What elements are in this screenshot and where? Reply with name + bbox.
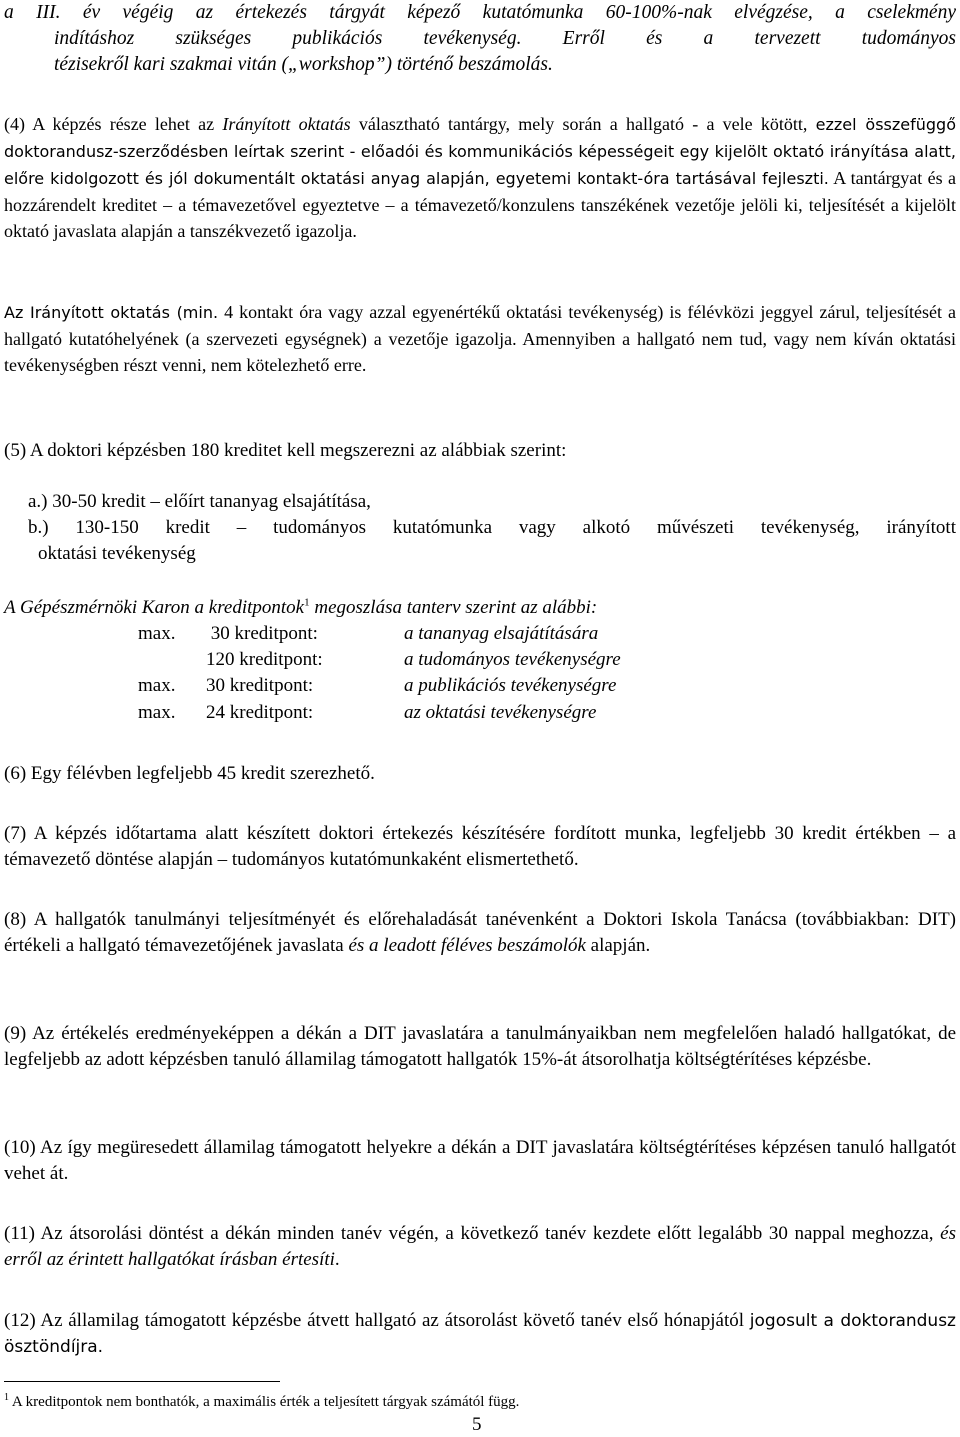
credit-max: max. <box>138 675 176 696</box>
p11-text: (11) Az átsorolási döntést a dékán minden tanév végén, a következő tanév kezdete előtt legalább 30 nappal meghozza, <box>4 1223 941 1244</box>
credit-max: max. <box>138 702 176 723</box>
footnote-separator <box>4 1381 280 1382</box>
p8-emphasis: és a leadott féléves beszámolók <box>348 935 586 956</box>
p4-text-mid: választható tantárgy, mely során a hallgató - a vele kötött, <box>350 114 816 134</box>
credit-row <box>138 621 598 647</box>
credit-max: max. <box>138 623 176 644</box>
credit-heading-text-end: megoszlása tanterv szerint az alábbi: <box>309 597 598 618</box>
p12-text: (12) Az államilag támogatott képzésbe átvett hallgató az átsorolást követő tanév első hónapjától <box>4 1310 750 1331</box>
p4b-text-sans: Az Irányított oktatás (min. <box>4 303 219 322</box>
paragraph-5: (5) A doktori képzésben 180 kreditet kell megszerezni az alábbiak szerint: <box>4 440 567 461</box>
paragraph-10: (10) Az így megüresedett államilag támogatott helyekre a dékán a DIT javaslatára költségtérítéses képzésen tanuló hallgatót vehet át. <box>4 1137 956 1184</box>
credit-row <box>138 647 621 673</box>
footnote-reference: 1 <box>304 596 310 609</box>
paragraph-4-continued <box>4 299 956 378</box>
paragraph-8 <box>4 907 956 959</box>
intro-line-1: a III. év végéig az értekezés tárgyát képező kutatómunka 60-100%-nak elvégzése, a cselekmény <box>4 2 956 23</box>
footnote <box>4 1392 519 1412</box>
paragraph-4 <box>4 111 956 244</box>
credit-description: az oktatási tevékenységre <box>404 702 597 723</box>
intro-line-2: indításhoz szükséges publikációs tevékenység. Erről és a tervezett tudományos <box>54 28 956 49</box>
credit-description: a tudományos tevékenységre <box>404 649 621 670</box>
p5b-line-2: oktatási tevékenység <box>38 543 196 564</box>
credit-value: 30 kreditpont: <box>206 675 314 696</box>
paragraph-6: (6) Egy félévben legfeljebb 45 kredit szerezhető. <box>4 763 375 784</box>
footnote-text: A kreditpontok nem bonthatók, a maximális érték a teljesített tárgyak számától függ. <box>9 1394 520 1410</box>
p4b-text: 4 kontakt óra vagy azzal egyenértékű oktatási tevékenység) is félévközi jeggyel zárul, teljesítését a hallgató kutatóhelyének (a szervezeti egységnek) a vezetője igazolja. Amennyiben a hallgató nem tud, vagy nem kíván oktatási tevékenységben részt venni, nem kötelezhető erre. <box>4 302 957 375</box>
paragraph-12 <box>4 1308 956 1360</box>
p4-emphasis: Irányított oktatás <box>222 114 351 134</box>
p8-text-end: alapján. <box>585 935 651 956</box>
p12-text-sans: jogosult a doktorandusz ösztöndíjra. <box>4 1311 956 1357</box>
paragraph-5-item-a: a.) 30-50 kredit – előírt tananyag elsajátítása, <box>28 491 371 512</box>
credit-value: 24 kreditpont: <box>206 702 314 723</box>
p5b-line-1: b.) 130-150 kredit – tudományos kutatómunka vagy alkotó művészeti tevékenység, irányított <box>28 517 956 538</box>
credit-value: 30 kreditpont: <box>206 623 318 644</box>
credit-row <box>138 700 596 726</box>
credit-row <box>138 673 616 699</box>
paragraph-5-item-b <box>28 515 956 567</box>
credit-description: a tananyag elsajátítására <box>404 623 599 644</box>
credit-description: a publikációs tevékenységre <box>404 675 617 696</box>
p4-text-pre: (4) A képzés része lehet az <box>4 114 223 134</box>
p4-text-sans: ezzel összefüggő doktorandusz-szerződésben leírtak szerint - előadói és kommunikációs képességeit egy kijelölt oktató irányítása alatt, előre kidolgozott és jól dokumentált oktatási anyag alapján, egyetemi kontakt-óra tartásával fejleszti. <box>4 115 956 188</box>
paragraph-11 <box>4 1221 956 1273</box>
credit-distribution-heading <box>4 595 597 621</box>
paragraph-7: (7) A képzés időtartama alatt készített doktori értekezés készítésére fordított munka, legfeljebb 30 kredit értékben – a témavezető döntése alapján – tudományos kutatómunkaként elismertethető. <box>4 823 956 870</box>
credit-heading-text: A Gépészmérnöki Karon a kreditpontok <box>4 597 305 618</box>
credit-value: 120 kreditpont: <box>206 649 323 670</box>
footnote-mark: 1 <box>4 1392 9 1403</box>
p11-emphasis: és erről az érintett hallgatókat írásban értesíti <box>4 1223 956 1270</box>
p8-text: (8) A hallgatók tanulmányi teljesítményét és előrehaladását tanévenként a Doktori Iskola Tanácsa (továbbiakban: DIT) értékeli a hallgató témavezetőjének javaslata <box>4 909 956 956</box>
p4-text-post: A tantárgyat és a hozzárendelt kreditet – a témavezetővel egyeztetve – a témavezető/konzulens tanszékének vezetője jelöli ki, teljesítését a kijelölt oktató javaslata alapján a tanszékvezető igazolja. <box>4 168 956 241</box>
intro-line-3: tézisekről kari szakmai vitán („workshop”) történő beszámolás. <box>54 54 553 75</box>
paragraph-9: (9) Az értékelés eredményeképpen a dékán a DIT javaslatára a tanulmányaikban nem megfelelően haladó hallgatókat, de legfeljebb az adott képzésben tanuló államilag támogatott hallgatók 15%-át átsorolhatja költségtérítéses képzésbe. <box>4 1023 956 1070</box>
intro-paragraph <box>4 0 956 78</box>
p11-text-end: . <box>334 1249 340 1270</box>
page-number: 5 <box>472 1414 482 1435</box>
